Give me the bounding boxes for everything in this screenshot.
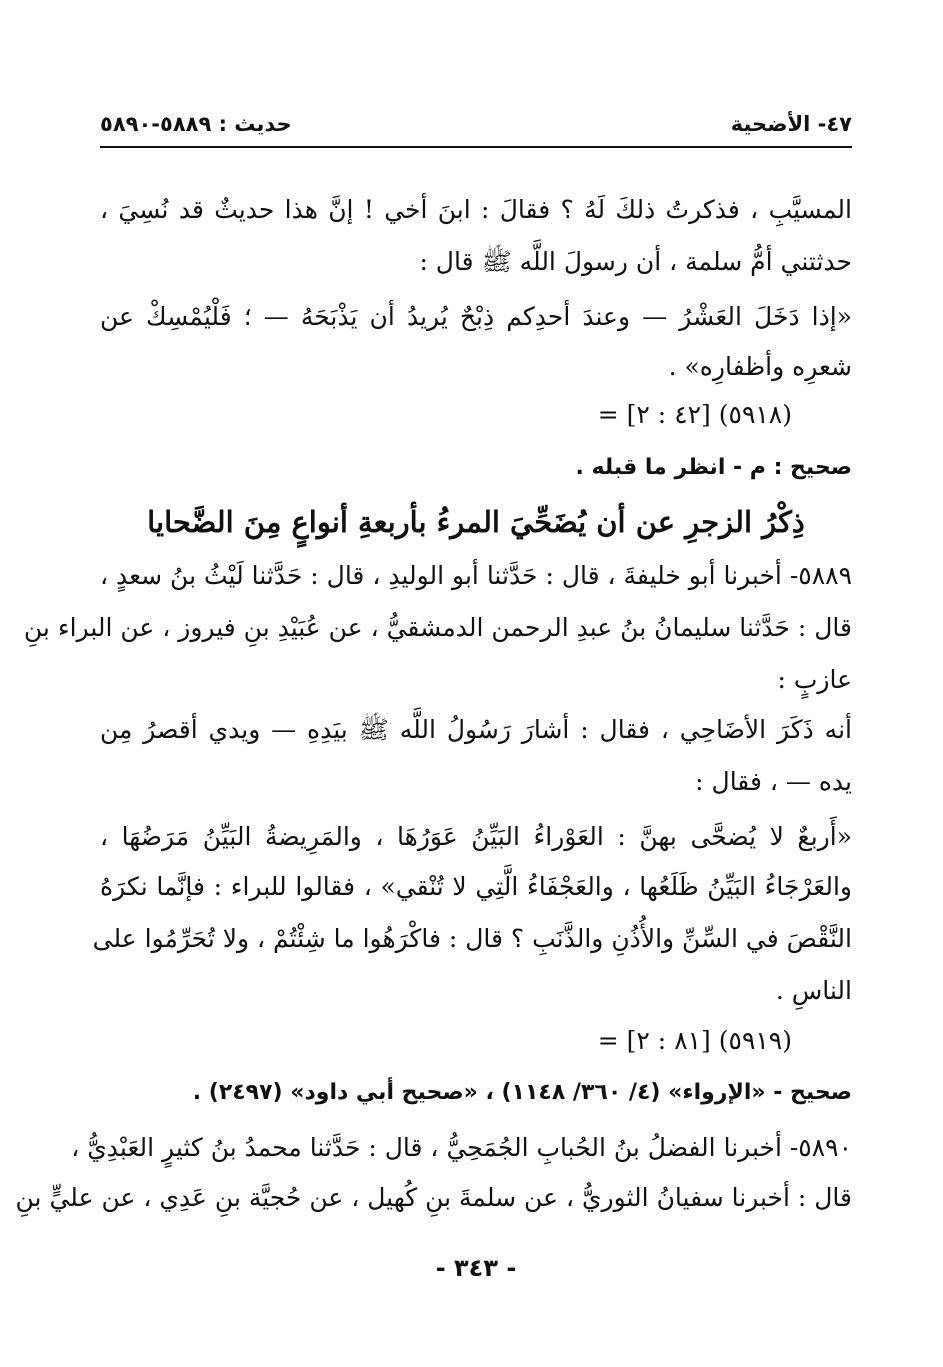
text-line: شعرِه وأظفارِه» . [668,352,852,381]
hadith-reference: = [٨١ : ٢] (٥٩١٩) [597,1026,792,1055]
page-header [100,104,852,144]
grading-note: صحيح - «الإرواء» (٤/ ٣٦٠/ ١١٤٨) ، «صحيح أبي داود» (٢٤٩٧) . [192,1080,852,1105]
text-line: ٥٨٩٠- أخبرنا الفضلُ بنُ الحُبابِ الجُمَحِيُّ ، قال : حَدَّثنا محمدُ بنُ كثيرٍ العَبْدِيُّ ، [71,1133,852,1162]
text-line: أنه ذَكَرَ الأضَاحِي ، فقال : أشارَ رَسُولُ اللَّه ﷺ بيَدِهِ — ويدي أقصرُ مِن [100,715,852,744]
text-line: المسيَّبِ ، فذكرتُ ذلكَ لَهُ ؟ فقالَ : ابنَ أخي ! إنَّ هذا حديثٌ قد نُسِيَ ، [100,195,852,224]
hadith-range: حديث : ٥٨٨٩-٥٨٩٠ [100,112,292,136]
text-line: قال : أخبرنا سفيانُ الثوريُّ ، عن سلمةَ بنِ كُهيل ، عن حُجيَّة بنِ عَدِي ، عن عليٍّ بنِ [15,1183,852,1212]
text-line: قال : حَدَّثنا سليمانُ بنُ عبدِ الرحمن الدمشقيُّ ، عن عُبَيْدِ بنِ فيروز ، عن البراء بنِ [23,613,852,642]
grading-note: صحيح : م - انظر ما قبله . [575,455,852,480]
text-line: «إذا دَخَلَ العَشْرُ — وعندَ أحدِكم ذِبْحٌ يُريدُ أن يَذْبَحَهُ — ؛ فَلْيُمْسِكْ عن [100,302,852,331]
text-line: الناسِ . [775,976,852,1005]
chapter-heading: ذِكْرُ الزجرِ عن أن يُضَحِّيَ المرءُ بأربعةِ أنواعٍ مِنَ الضَّحايا [147,505,805,539]
text-line: عازبٍ : [777,665,852,694]
text-line: «أَربعٌ لا يُضحَّى بهنَّ : العَوْراءُ البَيِّنُ عَوَرُهَا ، والمَرِيضةُ البَيِّنُ مَرَضُهَا ، [100,822,852,851]
hadith-reference: = [٤٢ : ٢] (٥٩١٨) [597,400,792,429]
text-line: ٥٨٨٩- أخبرنا أبو خليفةَ ، قال : حَدَّثنا أبو الوليدِ ، قال : حَدَّثنا لَيْثُ بنُ سعدٍ ، [99,561,852,590]
text-line: والعَرْجَاءُ البَيِّنُ ظَلَعُها ، والعَجْفَاءُ الَّتِي لا تُنْقي» ، فقالوا للبراء : فإنَّما نكرَهُ [100,872,852,901]
text-line: حدثتني أمُّ سلمة ، أن رسولَ اللَّه ﷺ قال : [419,247,852,276]
page-number: - ٣٤٣ - [435,1254,517,1282]
text-line: يده — ، فقال : [695,767,852,796]
header-divider [100,146,852,148]
text-line: النَّقْصَ في السِّنِّ والأُذُنِ والذَّنَبِ ؟ قال : فاكْرَهُوا ما شِئْتُمْ ، ولا تُحَرِّمُوا على [92,924,852,953]
chapter-title: ٤٧- الأضحية [730,112,852,136]
